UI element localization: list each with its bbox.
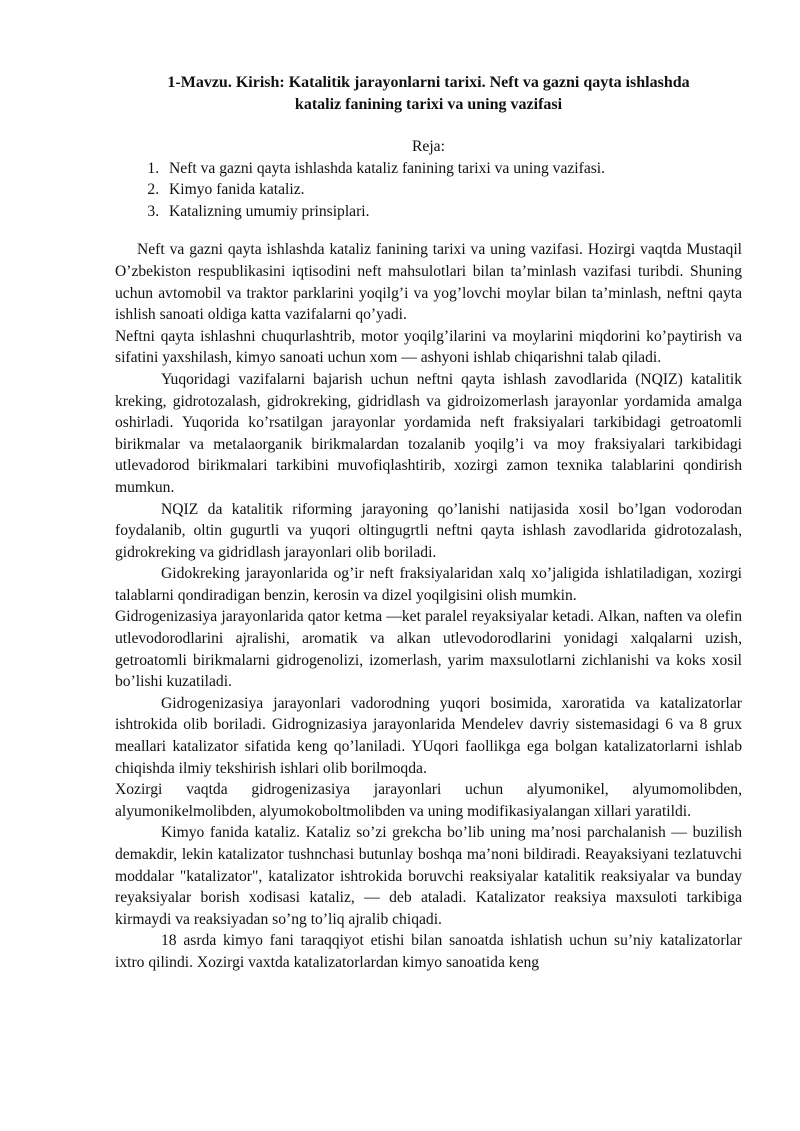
plan-item: 3. Katalizning umumiy prinsiplari.	[163, 201, 742, 223]
paragraph: NQIZ da katalitik riforming jarayoning qo’lanishi natijasida xosil bo’lgan vodorodan foydalanib, oltin gugurtli va yuqori oltingugrtli neftni qayta ishlash zavodlarida gidrotozalash, gidrokreking va gidridlash jarayonlari olib boriladi.	[115, 500, 742, 561]
paragraph: Gidrogenizasiya jarayonlarida qator ketma —ket paralel reyaksiyalar ketadi. Alkan, naften va olefin utlevodorodlarini ajralishi, aromatik va alkan utlevodorodlarini yonidagi xalqalarni uzish, getroatomli birikmalarni gidrogenolizi, izomerlash, yarim maxsulotlarni zichlanishi va koks xosil bo’lishi kuzatiladi.	[115, 608, 742, 691]
plan-list	[115, 158, 742, 223]
paragraph: Neft va gazni qayta ishlashda kataliz fanining tarixi va uning vazifasi. Hozirgi vaqtda Mustaqil O’zbekiston respublikasini iqtisodini neft mahsulotlari bilan ta’minlash vazifasi turibdi. Shuning uchun avtomobil va traktor parklarini yoqilg’i va yog’lovchi moylar bilan ta’minlash, neftni qayta ishlish sanoati oldiga katta vazifalarni qo’yadi.	[115, 241, 742, 324]
paragraph: 18 asrda kimyo fani taraqqiyot etishi bilan sanoatda ishlatish uchun su’niy katalizatorlar ixtro qilindi. Xozirgi vaxtda katalizatorlardan kimyo sanoatida keng	[115, 932, 742, 971]
page-title	[115, 72, 742, 116]
paragraph: Xozirgi vaqtda gidrogenizasiya jarayonlari uchun alyumonikel, alyumomolibden, alyumonikelmolibden, alyumokoboltmolibden va uning modifikasiyalangan xillari yaratildi.	[115, 781, 742, 820]
document-page	[115, 72, 742, 974]
plan-item: 2. Kimyo fanida kataliz.	[163, 179, 742, 201]
plan-heading: Reja:	[412, 138, 445, 155]
paragraph: Gidrogenizasiya jarayonlari vadorodning yuqori bosimida, xaroratida va katalizatorlar ishtrokida olib boriladi. Gidrognizasiya jarayonlarida Mendelev davriy sistemasidagi 6 va 8 grux meallari katalizator sifatida keng qo’laniladi. YUqori faollikga ega bolgan katalizatorlarni ishlab chiqishda ilmiy tekshirish ishlari olib borilmoqda.	[115, 694, 742, 777]
paragraph: Neftni qayta ishlashni chuqurlashtrib, motor yoqilg’ilarini va moylarini miqdorini ko’paytirish va sifatini yaxshilash, kimyo sanoati uchun xom — ashyoni ishlab chiqarishni talab qiladi.	[115, 327, 742, 367]
plan-item: 1. Neft va gazni qayta ishlashda kataliz fanining tarixi va uning vazifasi.	[163, 158, 742, 180]
paragraph: Kimyo fanida kataliz. Kataliz so’zi grekcha bo’lib uning ma’nosi parchalanish — buzilish demakdir, lekin katalizator tushnchasi butunlay boshqa ma’noni bildiradi. Reayaksiyani tezlatuvchi moddalar "katalizator", katalizator ishtrokida boruvchi reaksiyalar katalitik reaksiyalar va bunday reyaksiyalar borish xodisasi kataliz, — deb ataladi. Katalizator reaksiya maxsuloti tarkibiga kirmaydi va reaksiyadan so’ng to’liq ajralib chiqadi.	[115, 824, 742, 928]
title-line-2: kataliz fanining tarixi va uning vazifasi	[294, 96, 563, 113]
paragraph: Gidokreking jarayonlarida og’ir neft fraksiyalaridan xalq xo’jaligida ishlatiladigan, xozirgi talablarni qondiradigan benzin, kerosin va dizel yoqilgisini olish mumkin.	[115, 565, 742, 604]
title-line-1: 1-Mavzu. Kirish: Katalitik jarayonlarni tarixi. Neft va gazni qayta ishlashda	[167, 74, 690, 91]
paragraph: Yuqoridagi vazifalarni bajarish uchun neftni qayta ishlash zavodlarida (NQIZ) katalitik kreking, gidrotozalash, gidrokreking, gidridlash va gidroizomerlash jarayonlar yordamida amalga oshirladi. Yuqorida ko’rsatilgan jarayonlar yordamida neft fraksiyalari tarkibidagi getroatomli birikmalar va metalaorganik birikmalardan tozalanib yoqilg’i va moy fraksiyalari tarkibidagi utlevadorod birikmalari tarkibini muvofiqlashtirib, xozirgi zamon texnika talablarini qondirish mumkun.	[115, 370, 742, 496]
